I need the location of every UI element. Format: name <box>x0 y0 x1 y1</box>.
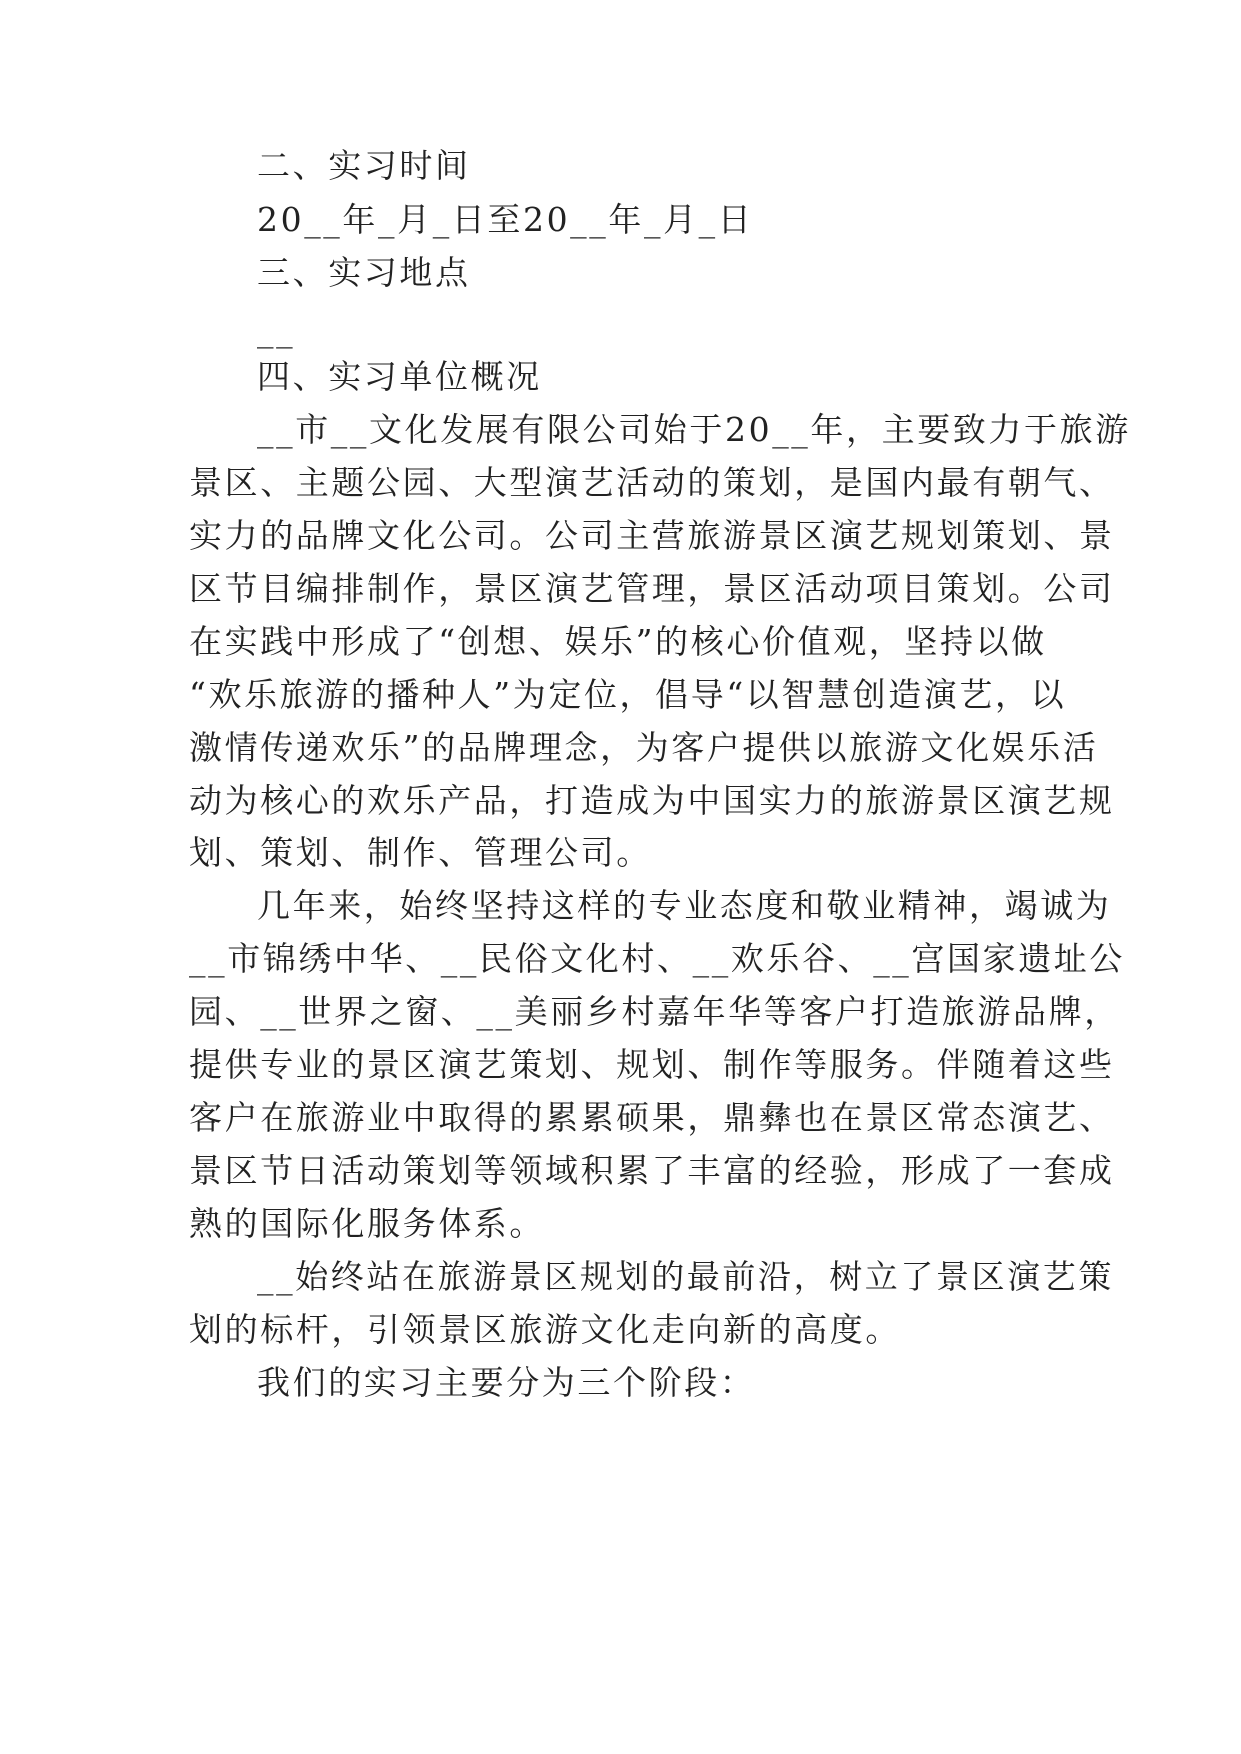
para4-line: 我们的实习主要分为三个阶段： <box>257 1363 756 1402</box>
heading-internship-unit: 四、实习单位概况 <box>257 357 542 396</box>
heading-internship-place: 三、实习地点 <box>257 253 471 292</box>
para2-line: 几年来，始终坚持这样的专业态度和敬业精神，竭诚为 <box>257 886 1112 925</box>
internship-date-range: 20__年_月_日至20__年_月_日 <box>257 200 754 239</box>
para2-line: __市锦绣中华、__民俗文化村、__欢乐谷、__宫国家遗址公 <box>189 939 1125 978</box>
para1-line: 动为核心的欢乐产品，打造成为中国实力的旅游景区演艺规 <box>189 781 1115 820</box>
para1-line: __市__文化发展有限公司始于20__年，主要致力于旅游 <box>257 410 1131 449</box>
para2-line: 园、__世界之窗、__美丽乡村嘉年华等客户打造旅游品牌， <box>189 992 1120 1031</box>
para1-line: “欢乐旅游的播种人”为定位，倡导“以智慧创造演艺，以 <box>189 675 1067 714</box>
para1-line: 在实践中形成了“创想、娱乐”的核心价值观，坚持以做 <box>189 622 1047 661</box>
para1-line: 区节目编排制作，景区演艺管理，景区活动项目策划。公司 <box>189 569 1115 608</box>
para1-line: 实力的品牌文化公司。公司主营旅游景区演艺规划策划、景 <box>189 516 1115 555</box>
internship-place-value: __ <box>257 310 296 349</box>
heading-internship-time: 二、实习时间 <box>257 146 471 185</box>
para2-line: 熟的国际化服务体系。 <box>189 1204 545 1243</box>
para2-line: 提供专业的景区演艺策划、规划、制作等服务。伴随着这些 <box>189 1045 1115 1084</box>
para2-line: 客户在旅游业中取得的累累硕果，鼎彝也在景区常态演艺、 <box>189 1098 1115 1137</box>
para1-line: 景区、主题公园、大型演艺活动的策划，是国内最有朝气、 <box>189 463 1115 502</box>
para1-line: 激情传递欢乐”的品牌理念，为客户提供以旅游文化娱乐活 <box>189 728 1099 767</box>
para1-line: 划、策划、制作、管理公司。 <box>189 833 652 872</box>
para2-line: 景区节日活动策划等领域积累了丰富的经验，形成了一套成 <box>189 1151 1115 1190</box>
para3-line: 划的标杆，引领景区旅游文化走向新的高度。 <box>189 1310 901 1349</box>
para3-line: __始终站在旅游景区规划的最前沿，树立了景区演艺策 <box>257 1257 1114 1296</box>
